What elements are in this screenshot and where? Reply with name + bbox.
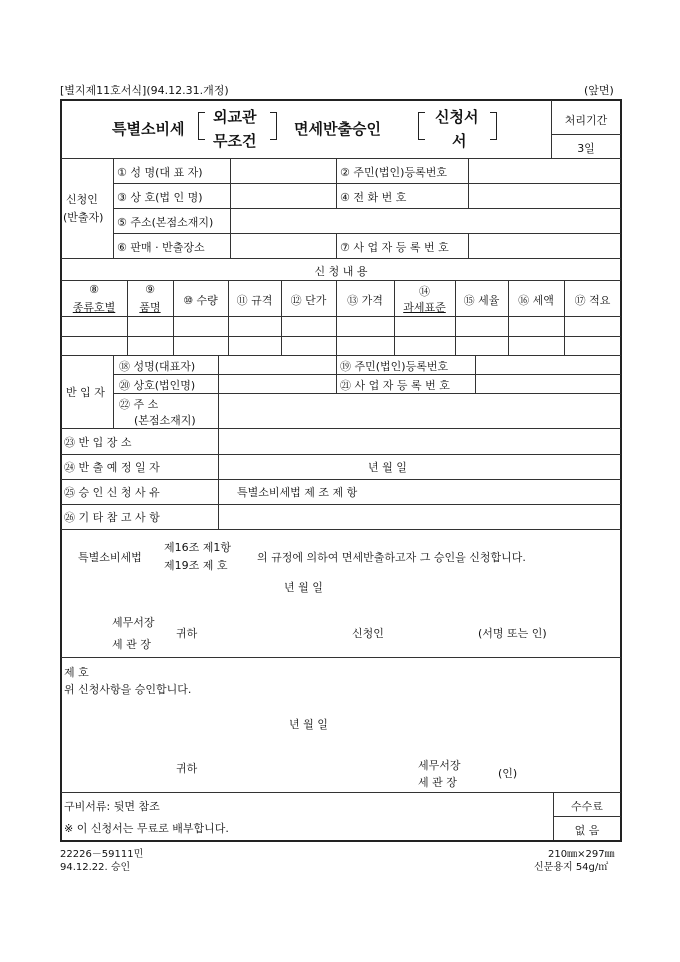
- applicant-reg-no-label: ② 주민(법인)등록번호: [340, 166, 447, 179]
- applicant-biz-reg-no-label: ⑦ 사 업 자 등 록 번 호: [340, 241, 449, 254]
- col-remarks: ⑰ 적요: [574, 294, 611, 307]
- approval-office-tax: 세무서장: [418, 759, 461, 772]
- col-item: 품명: [139, 301, 161, 314]
- contents-heading: 신 청 내 용: [314, 265, 368, 278]
- declaration-law: 특별소비세법: [78, 551, 142, 564]
- col-unit-price: ⑫ 단가: [290, 294, 327, 307]
- title-option-unconditional: 무조건: [213, 132, 257, 150]
- title-option-application: 신청서: [435, 108, 479, 126]
- importer-company-label: ⑳ 상호(법인명): [119, 379, 196, 392]
- col-quantity: ⑩ 수량: [183, 294, 218, 307]
- free-distribution-notice: ※ 이 신청서는 무료로 배부합니다.: [64, 822, 229, 835]
- processing-period-value: 3일: [577, 142, 595, 155]
- form-code: [별지제11호서식](94.12.31.개정): [60, 84, 229, 97]
- approval-gwiha: 귀하: [176, 762, 198, 775]
- applicant-group-sublabel: (반출자): [63, 211, 104, 224]
- declaration-applicant: 신청인: [352, 627, 384, 640]
- fee-label: 수수료: [571, 800, 603, 813]
- required-docs: 구비서류: 뒷면 참조: [64, 800, 160, 813]
- paper-size: 210㎜×297㎜: [548, 849, 615, 860]
- title-middle: 면세반출승인: [294, 120, 381, 138]
- declaration-text: 의 규정에 의하여 면세반출하고자 그 승인을 신청합니다.: [257, 551, 526, 564]
- declaration-article-1: 제16조 제1항: [164, 541, 231, 554]
- bracket-right-2: [490, 112, 497, 140]
- scheduled-date-label: ㉔ 반 출 예 정 일 자: [64, 461, 160, 474]
- declaration-gwiha: 귀하: [176, 627, 198, 640]
- importer-reg-no-label: ⑲ 주민(법인)등록번호: [340, 360, 449, 373]
- importer-name-label: ⑱ 성명(대표자): [119, 360, 196, 373]
- declaration-sign: (서명 또는 인): [478, 627, 547, 640]
- declaration-office-customs: 세 관 장: [112, 638, 151, 651]
- import-place-label: ㉓ 반 입 장 소: [64, 436, 132, 449]
- title-option-diplomat: 외교관: [213, 108, 257, 126]
- declaration-office-tax: 세무서장: [112, 616, 155, 629]
- applicant-address-label: ⑤ 주소(본점소재지): [117, 216, 214, 229]
- other-notes-label: ㉖ 기 타 참 고 사 항: [64, 511, 160, 524]
- fee-value: 없 음: [574, 824, 600, 837]
- approval-reason-label: ㉕ 승 인 신 청 사 유: [64, 486, 160, 499]
- col-tax-rate: ⑮ 세율: [463, 294, 500, 307]
- col-price: ⑬ 가격: [347, 294, 383, 307]
- importer-group-label: 반 입 자: [66, 386, 105, 399]
- applicant-group-label: 신청인: [66, 193, 98, 206]
- applicant-name-label: ① 성 명(대 표 자): [117, 166, 203, 179]
- form-code-number: 22226－59111민: [60, 849, 144, 860]
- scheduled-date-value: 년 월 일: [368, 461, 407, 474]
- approval-reason-value: 특별소비세법 제 조 제 항: [237, 486, 358, 499]
- approval-date: 년 월 일: [289, 718, 328, 731]
- col-kind: 종류호별: [72, 301, 116, 314]
- col-tax-base-num: ⑭: [419, 285, 430, 298]
- title-prefix: 특별소비세: [112, 120, 185, 138]
- approval-number: 제 호: [64, 666, 89, 679]
- bracket-left-2: [418, 112, 425, 140]
- col-spec: ⑪ 규격: [236, 294, 273, 307]
- col-item-num: ⑨: [145, 283, 155, 296]
- paper-type: 신문용지 54g/㎡: [534, 862, 609, 873]
- title-option-document: 서: [452, 132, 467, 150]
- approval-text: 위 신청사항을 승인합니다.: [64, 683, 192, 696]
- processing-period-label: 처리기간: [564, 114, 608, 127]
- approval-office-customs: 세 관 장: [418, 776, 457, 789]
- col-tax-amount: ⑯ 세액: [518, 294, 554, 307]
- declaration-date: 년 월 일: [284, 581, 323, 594]
- col-kind-num: ⑧: [89, 283, 99, 296]
- importer-address-sublabel: (본점소재지): [134, 414, 196, 427]
- declaration-article-2: 제19조 제 호: [164, 559, 228, 572]
- applicant-company-label: ③ 상 호(법 인 명): [117, 191, 203, 204]
- col-tax-base: 과세표준: [403, 301, 446, 314]
- importer-biz-reg-no-label: ㉑ 사 업 자 등 록 번 호: [340, 379, 450, 392]
- bracket-left-1: [198, 112, 205, 140]
- importer-address-label: ㉒ 주 소: [119, 398, 159, 411]
- form-approval-date: 94.12.22. 승인: [60, 862, 131, 873]
- approval-seal: (인): [498, 767, 518, 780]
- page-side-label: (앞면): [584, 84, 614, 97]
- applicant-phone-label: ④ 전 화 번 호: [340, 191, 407, 204]
- bracket-right-1: [270, 112, 277, 140]
- applicant-sales-place-label: ⑥ 판매 · 반출장소: [117, 241, 205, 254]
